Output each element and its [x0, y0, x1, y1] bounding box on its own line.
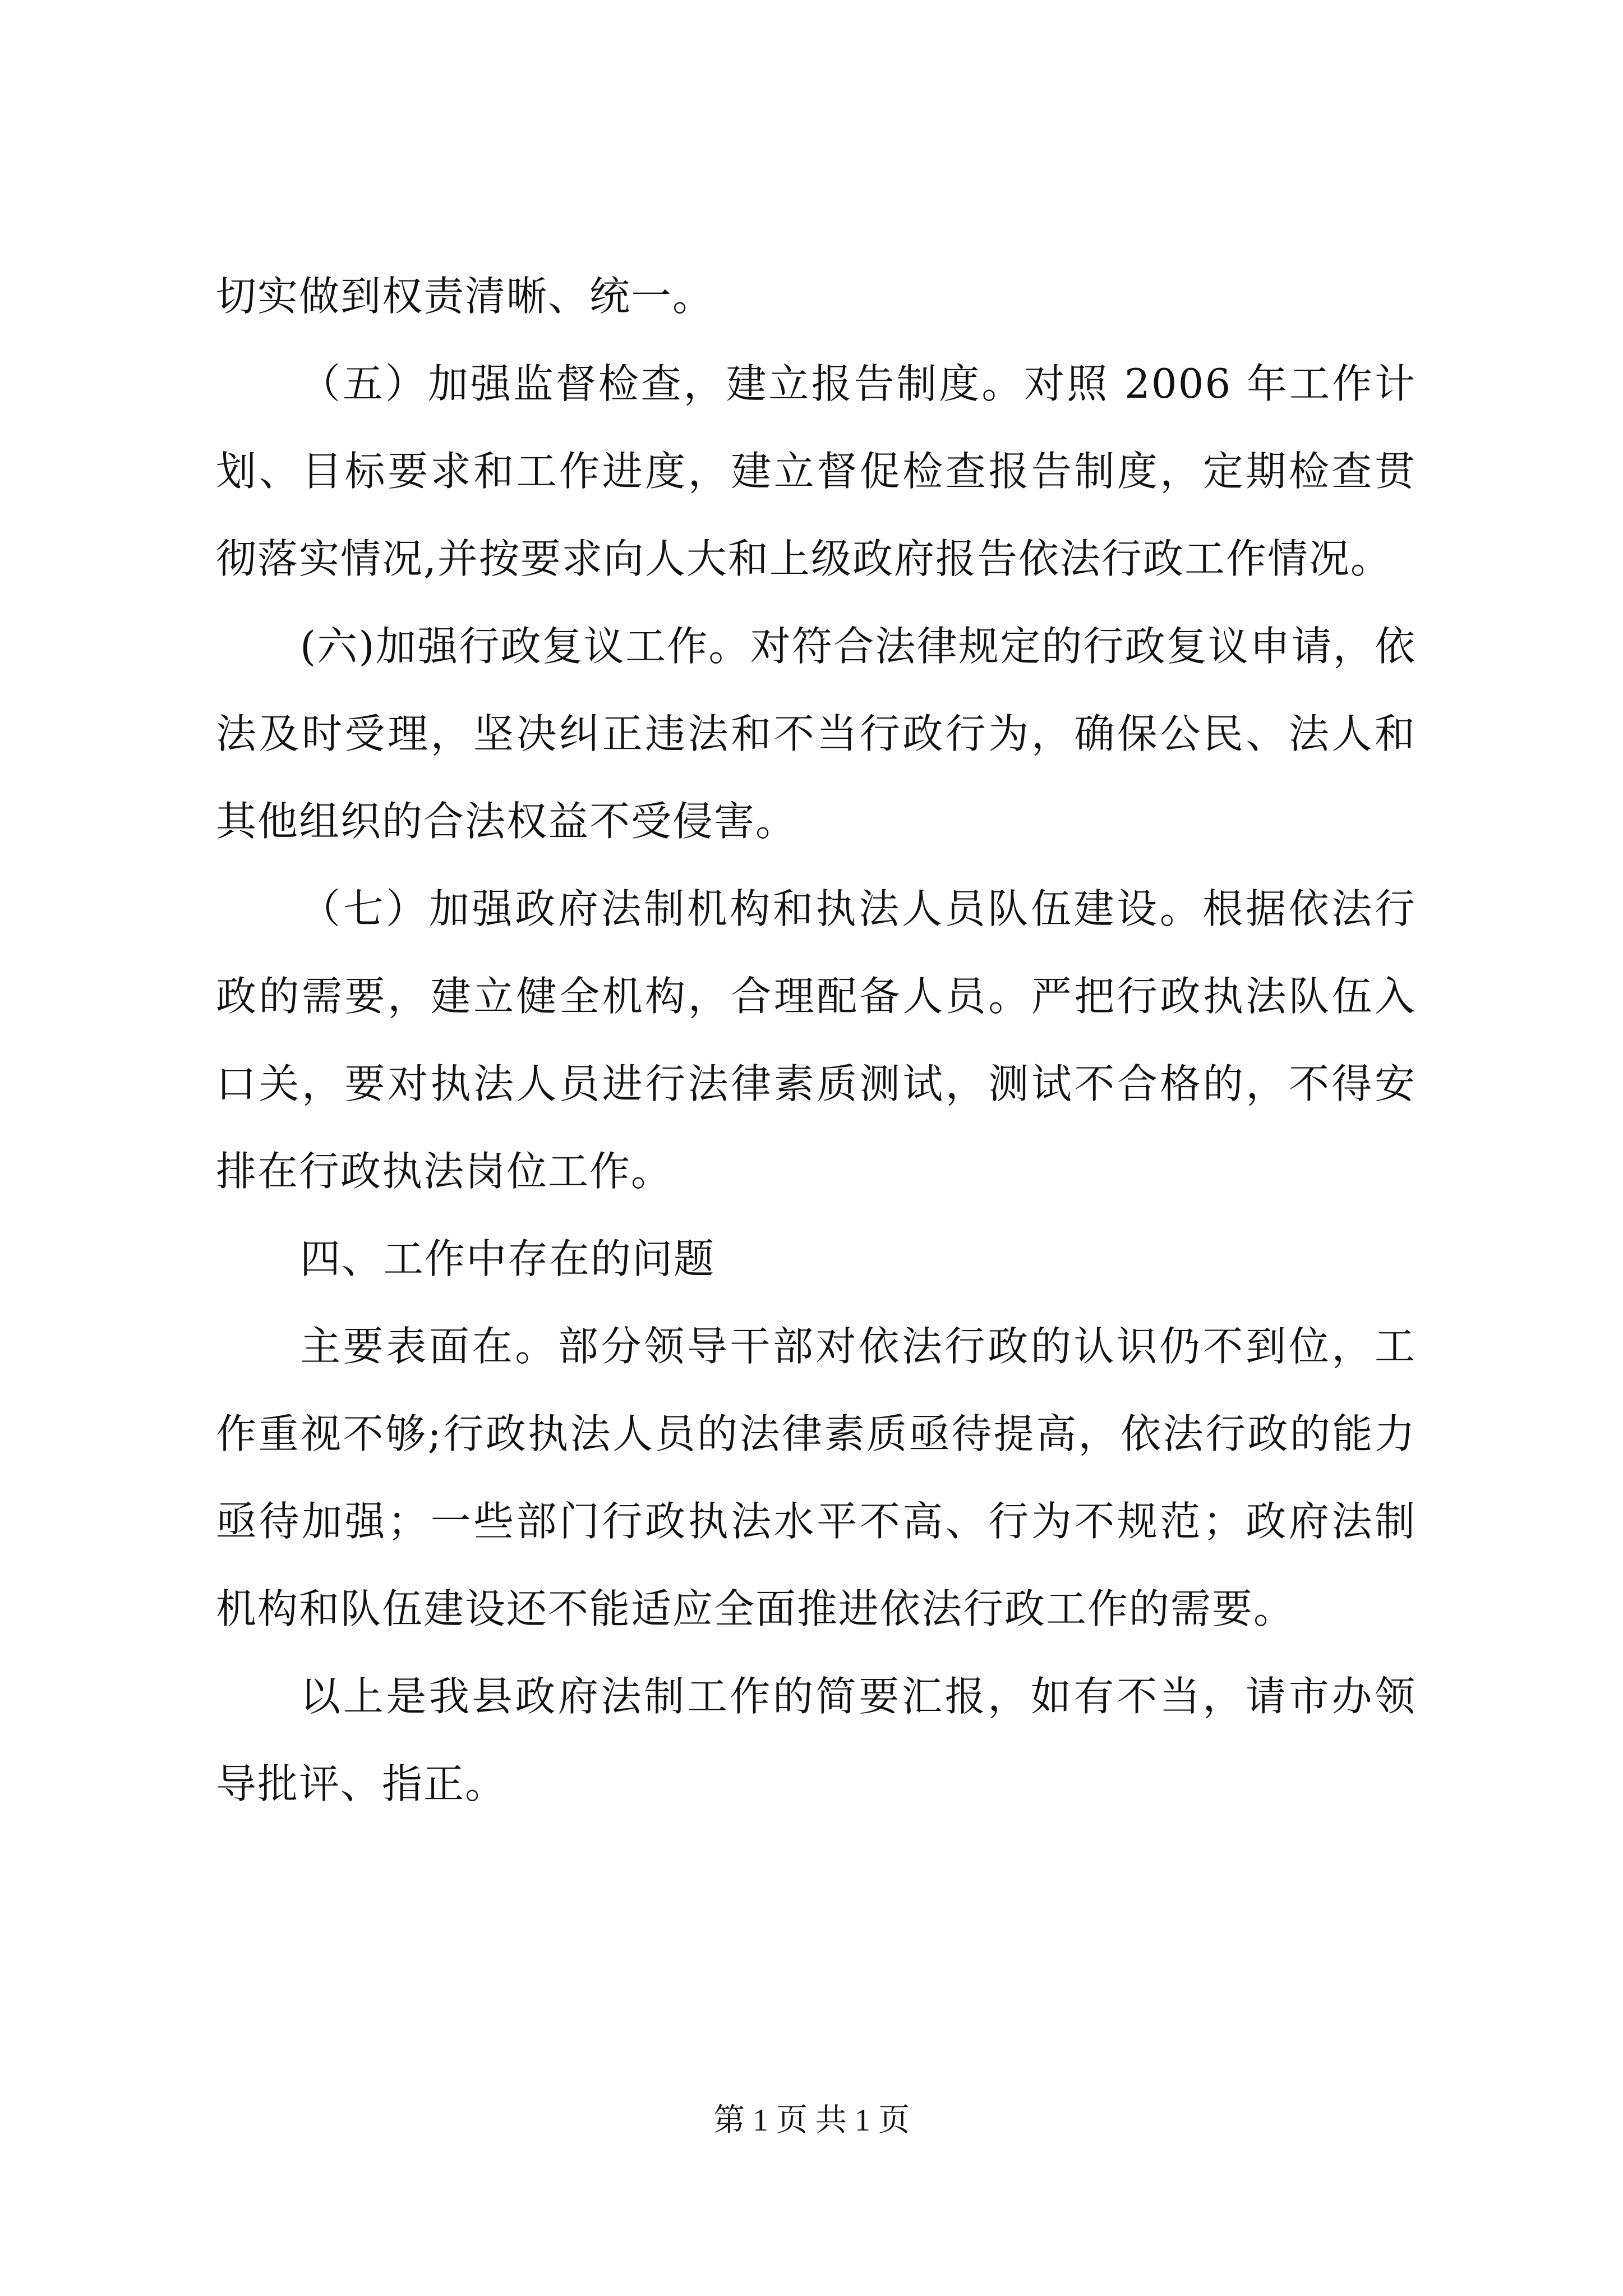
page-footer [0, 2098, 1623, 2143]
paragraph-team-building: （七）加强政府法制机构和执法人员队伍建设。根据依法行政的需要，建立健全机构，合理配备人员。严把行政执法队伍入口关，要对执法人员进行法律素质测试，测试不合格的，不得安排在行政执法岗位工作。 [216, 885, 1416, 1195]
paragraph-problems: 主要表面在。部分领导干部对依法行政的认识仍不到位，工作重视不够;行政执法人员的法律素质亟待提高，依法行政的能力亟待加强；一些部门行政执法水平不高、行为不规范；政府法制机构和队伍建设还不能适应全面推进依法行政工作的需要。 [216, 1323, 1416, 1632]
paragraph-continuation: 切实做到权责清晰、统一。 [216, 273, 714, 320]
paragraph-supervision: （五）加强监督检查，建立报告制度。对照 2006 年工作计划、目标要求和工作进度，建立督促检查报告制度，定期检查贯彻落实情况,并按要求向人大和上级政府报告依法行政工作情况。 [216, 360, 1416, 582]
section-heading-problems: 四、工作中存在的问题 [300, 1235, 716, 1282]
paragraph-administrative-review: (六)加强行政复议工作。对符合法律规定的行政复议申请，依法及时受理，坚决纠正违法和不当行政行为，确保公民、法人和其他组织的合法权益不受侵害。 [216, 623, 1416, 845]
document-body [216, 252, 1416, 1828]
paragraph-closing: 以上是我县政府法制工作的简要汇报，如有不当，请市办领导批评、指正。 [216, 1673, 1416, 1807]
page-number-label: 第 1 页 共 1 页 [713, 2103, 910, 2138]
